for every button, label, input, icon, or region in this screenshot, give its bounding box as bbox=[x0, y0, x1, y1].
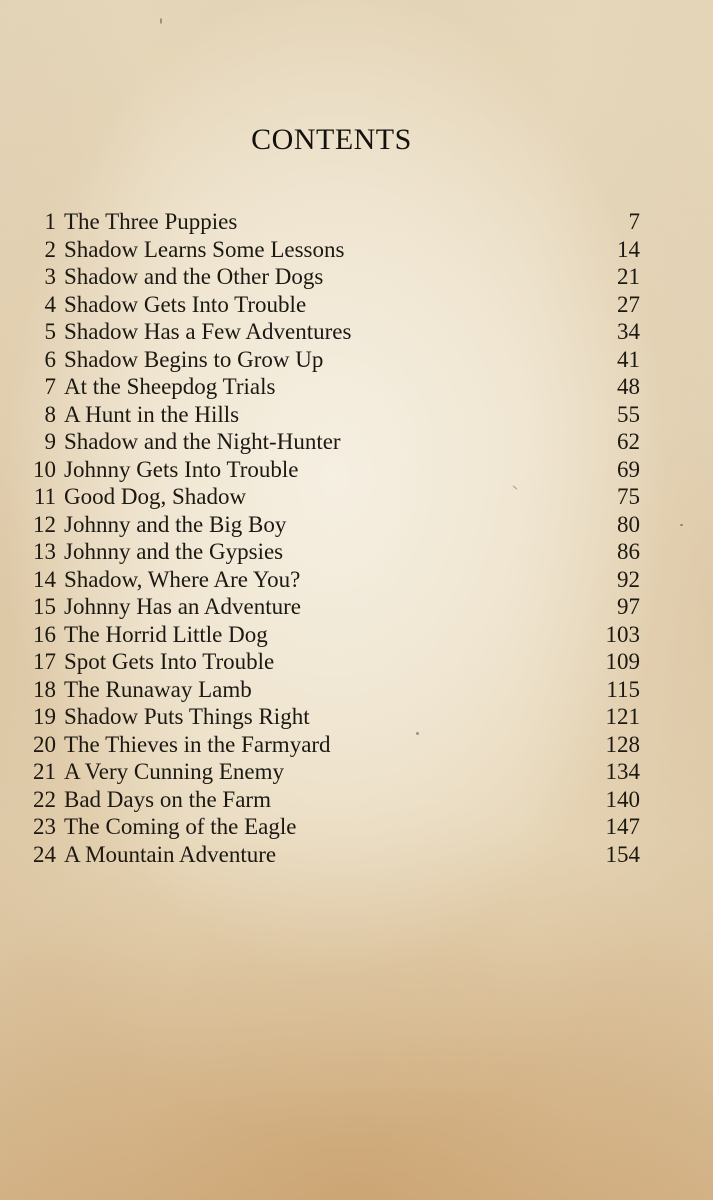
toc-entry bbox=[24, 428, 640, 456]
chapter-title: Shadow and the Other Dogs bbox=[64, 264, 324, 289]
chapter-number: 5 bbox=[44, 319, 56, 344]
chapter-page-number: 154 bbox=[605, 841, 640, 867]
chapter-page-number: 80 bbox=[617, 511, 640, 537]
chapter-title: Shadow Puts Things Right bbox=[64, 704, 310, 729]
chapter-number: 2 bbox=[44, 236, 56, 262]
chapter-number: 4 bbox=[44, 291, 56, 317]
chapter-number: 11 bbox=[33, 484, 56, 509]
chapter-number: 24 bbox=[33, 841, 56, 867]
chapter-page-number: 14 bbox=[617, 236, 640, 262]
chapter-title: Bad Days on the Farm bbox=[64, 786, 271, 812]
chapter-title: The Coming of the Eagle bbox=[64, 814, 297, 839]
chapter-page-number: 147 bbox=[605, 814, 640, 839]
chapter-page-number: 128 bbox=[605, 731, 640, 757]
chapter-page-number: 27 bbox=[617, 291, 640, 317]
chapter-number: 22 bbox=[33, 786, 56, 812]
chapter-number: 7 bbox=[44, 374, 56, 399]
toc-entry bbox=[24, 511, 640, 539]
chapter-page-number: 55 bbox=[617, 401, 640, 427]
chapter-number: 16 bbox=[33, 621, 56, 647]
toc-entry bbox=[24, 703, 640, 731]
toc-entry bbox=[24, 346, 640, 374]
chapter-number: 1 bbox=[44, 209, 56, 234]
toc-entry bbox=[24, 813, 640, 841]
toc-entry bbox=[24, 208, 640, 236]
chapter-title: Good Dog, Shadow bbox=[64, 484, 247, 509]
chapter-title: The Horrid Little Dog bbox=[64, 621, 268, 647]
chapter-page-number: 86 bbox=[617, 539, 640, 564]
toc-entry bbox=[24, 621, 640, 649]
chapter-title: Shadow Begins to Grow Up bbox=[64, 346, 324, 372]
toc-entry bbox=[24, 318, 640, 346]
chapter-page-number: 7 bbox=[628, 209, 640, 234]
chapter-page-number: 41 bbox=[617, 346, 640, 372]
toc-entry bbox=[24, 236, 640, 264]
toc-entry bbox=[24, 538, 640, 566]
contents-heading: CONTENTS bbox=[251, 123, 412, 156]
chapter-title: A Mountain Adventure bbox=[64, 841, 277, 867]
chapter-number: 14 bbox=[33, 566, 56, 592]
chapter-page-number: 134 bbox=[605, 759, 640, 784]
toc-entry bbox=[24, 291, 640, 319]
chapter-number: 15 bbox=[33, 594, 56, 619]
chapter-number: 21 bbox=[33, 759, 56, 784]
toc-entry bbox=[24, 401, 640, 429]
chapter-number: 9 bbox=[44, 429, 56, 454]
chapter-number: 18 bbox=[33, 676, 56, 702]
chapter-number: 6 bbox=[44, 346, 56, 372]
chapter-title: Johnny Gets Into Trouble bbox=[64, 456, 299, 482]
chapter-title: Shadow and the Night-Hunter bbox=[64, 429, 341, 454]
chapter-page-number: 69 bbox=[617, 456, 640, 482]
toc-entry bbox=[24, 676, 640, 704]
chapter-page-number: 121 bbox=[605, 704, 640, 729]
toc-entry bbox=[24, 841, 640, 869]
chapter-number: 10 bbox=[33, 456, 56, 482]
chapter-title: Shadow Has a Few Adventures bbox=[64, 319, 352, 344]
chapter-number: 3 bbox=[44, 264, 56, 289]
chapter-page-number: 48 bbox=[617, 374, 640, 399]
toc-entry bbox=[24, 593, 640, 621]
toc-entry bbox=[24, 263, 640, 291]
chapter-title: The Runaway Lamb bbox=[64, 676, 252, 702]
chapter-page-number: 103 bbox=[605, 621, 640, 647]
chapter-title: Shadow, Where Are You? bbox=[64, 566, 301, 592]
toc-entry bbox=[24, 648, 640, 676]
chapter-title: Johnny and the Gypsies bbox=[64, 539, 284, 564]
chapter-title: Shadow Learns Some Lessons bbox=[64, 236, 345, 262]
chapter-title: Johnny and the Big Boy bbox=[64, 511, 287, 537]
chapter-page-number: 109 bbox=[605, 649, 640, 674]
chapter-title: At the Sheepdog Trials bbox=[64, 374, 276, 399]
paper-speck bbox=[160, 18, 162, 24]
toc-entry bbox=[24, 731, 640, 759]
chapter-title: Shadow Gets Into Trouble bbox=[64, 291, 307, 317]
chapter-number: 13 bbox=[33, 539, 56, 564]
chapter-number: 20 bbox=[33, 731, 56, 757]
chapter-title: The Thieves in the Farmyard bbox=[64, 731, 331, 757]
toc-entry bbox=[24, 758, 640, 786]
toc-entry bbox=[24, 566, 640, 594]
chapter-title: A Very Cunning Enemy bbox=[64, 759, 284, 784]
chapter-page-number: 21 bbox=[617, 264, 640, 289]
chapter-page-number: 97 bbox=[617, 594, 640, 619]
chapter-number: 8 bbox=[44, 401, 56, 427]
chapter-page-number: 140 bbox=[605, 786, 640, 812]
chapter-number: 19 bbox=[33, 704, 56, 729]
chapter-title: Spot Gets Into Trouble bbox=[64, 649, 275, 674]
toc-entry bbox=[24, 786, 640, 814]
toc-entry bbox=[24, 456, 640, 484]
chapter-page-number: 34 bbox=[617, 319, 640, 344]
chapter-page-number: 75 bbox=[617, 484, 640, 509]
chapter-title: Johnny Has an Adventure bbox=[64, 594, 301, 619]
toc-entry bbox=[24, 373, 640, 401]
table-of-contents bbox=[24, 208, 640, 868]
chapter-page-number: 92 bbox=[617, 566, 640, 592]
paper-speck bbox=[680, 524, 683, 526]
chapter-number: 17 bbox=[33, 649, 56, 674]
chapter-page-number: 115 bbox=[606, 676, 640, 702]
chapter-number: 12 bbox=[33, 511, 56, 537]
chapter-title: The Three Puppies bbox=[64, 209, 238, 234]
toc-entry bbox=[24, 483, 640, 511]
chapter-number: 23 bbox=[33, 814, 56, 839]
chapter-page-number: 62 bbox=[617, 429, 640, 454]
chapter-title: A Hunt in the Hills bbox=[64, 401, 240, 427]
